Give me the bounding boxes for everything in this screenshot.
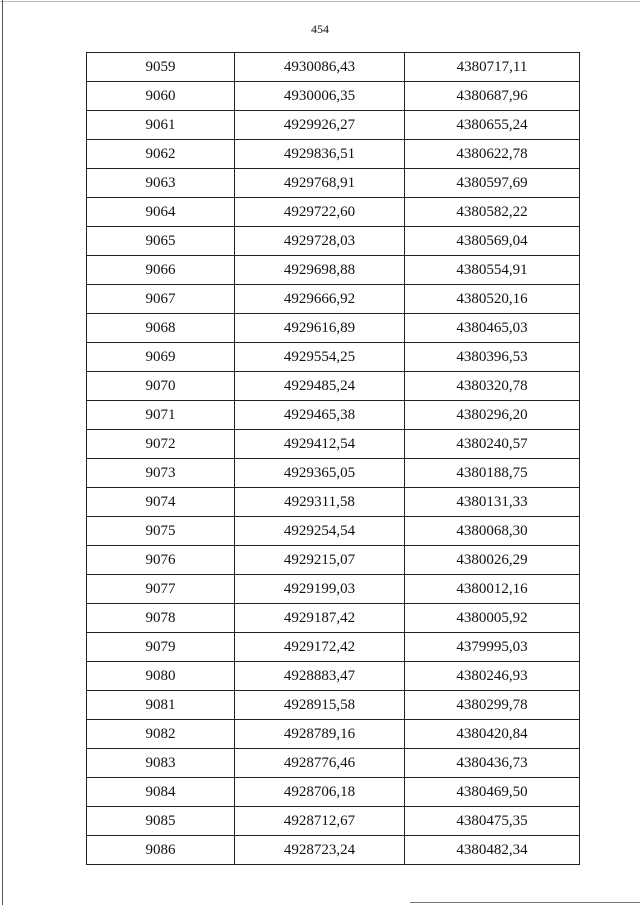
x-coordinate-cell: 4928883,47 [235,662,405,691]
y-coordinate-cell: 4379995,03 [405,633,580,662]
point-number-cell: 9086 [87,836,235,865]
x-coordinate-cell: 4928706,18 [235,778,405,807]
point-number-cell: 9059 [87,53,235,82]
point-number-cell: 9082 [87,720,235,749]
table-row [87,488,580,517]
x-coordinate-cell: 4928789,16 [235,720,405,749]
y-coordinate-cell: 4380246,93 [405,662,580,691]
point-number-cell: 9069 [87,343,235,372]
y-coordinate-cell: 4380597,69 [405,169,580,198]
x-coordinate-cell: 4929465,38 [235,401,405,430]
point-number-cell: 9081 [87,691,235,720]
x-coordinate-cell: 4929554,25 [235,343,405,372]
point-number-cell: 9061 [87,111,235,140]
table-row [87,430,580,459]
point-number-cell: 9067 [87,285,235,314]
scan-edge-left [2,0,3,905]
point-number-cell: 9077 [87,575,235,604]
point-number-cell: 9083 [87,749,235,778]
table-row [87,517,580,546]
table-row [87,546,580,575]
page-number: 454 [311,22,329,36]
table-row [87,169,580,198]
point-number-cell: 9064 [87,198,235,227]
x-coordinate-cell: 4929698,88 [235,256,405,285]
x-coordinate-cell: 4928712,67 [235,807,405,836]
y-coordinate-cell: 4380240,57 [405,430,580,459]
y-coordinate-cell: 4380068,30 [405,517,580,546]
point-number-cell: 9080 [87,662,235,691]
table-row [87,401,580,430]
y-coordinate-cell: 4380188,75 [405,459,580,488]
y-coordinate-cell: 4380296,20 [405,401,580,430]
point-number-cell: 9079 [87,633,235,662]
table-row [87,198,580,227]
table-row [87,633,580,662]
x-coordinate-cell: 4929412,54 [235,430,405,459]
x-coordinate-cell: 4929254,54 [235,517,405,546]
table-row [87,343,580,372]
y-coordinate-cell: 4380520,16 [405,285,580,314]
y-coordinate-cell: 4380655,24 [405,111,580,140]
point-number-cell: 9074 [87,488,235,517]
x-coordinate-cell: 4929199,03 [235,575,405,604]
y-coordinate-cell: 4380320,78 [405,372,580,401]
y-coordinate-cell: 4380396,53 [405,343,580,372]
table-row [87,749,580,778]
x-coordinate-cell: 4928915,58 [235,691,405,720]
point-number-cell: 9066 [87,256,235,285]
point-number-cell: 9070 [87,372,235,401]
y-coordinate-cell: 4380465,03 [405,314,580,343]
table-row [87,459,580,488]
y-coordinate-cell: 4380622,78 [405,140,580,169]
table-row [87,604,580,633]
table-row [87,836,580,865]
table-row [87,314,580,343]
y-coordinate-cell: 4380299,78 [405,691,580,720]
x-coordinate-cell: 4928723,24 [235,836,405,865]
table-row [87,807,580,836]
x-coordinate-cell: 4929722,60 [235,198,405,227]
y-coordinate-cell: 4380475,35 [405,807,580,836]
point-number-cell: 9065 [87,227,235,256]
table-row [87,111,580,140]
table-row [87,82,580,111]
y-coordinate-cell: 4380469,50 [405,778,580,807]
x-coordinate-cell: 4929215,07 [235,546,405,575]
table-row [87,256,580,285]
point-number-cell: 9084 [87,778,235,807]
table-row [87,575,580,604]
x-coordinate-cell: 4929485,24 [235,372,405,401]
x-coordinate-cell: 4929926,27 [235,111,405,140]
table-row [87,53,580,82]
x-coordinate-cell: 4928776,46 [235,749,405,778]
table-row [87,285,580,314]
table-row [87,372,580,401]
point-number-cell: 9085 [87,807,235,836]
x-coordinate-cell: 4929728,03 [235,227,405,256]
x-coordinate-cell: 4929616,89 [235,314,405,343]
x-coordinate-cell: 4929187,42 [235,604,405,633]
point-number-cell: 9062 [87,140,235,169]
point-number-cell: 9075 [87,517,235,546]
table-row [87,140,580,169]
point-number-cell: 9073 [87,459,235,488]
y-coordinate-cell: 4380582,22 [405,198,580,227]
y-coordinate-cell: 4380554,91 [405,256,580,285]
point-number-cell: 9071 [87,401,235,430]
x-coordinate-cell: 4929365,05 [235,459,405,488]
x-coordinate-cell: 4929172,42 [235,633,405,662]
y-coordinate-cell: 4380482,34 [405,836,580,865]
y-coordinate-cell: 4380012,16 [405,575,580,604]
table-row [87,778,580,807]
x-coordinate-cell: 4929311,58 [235,488,405,517]
table-row [87,227,580,256]
point-number-cell: 9060 [87,82,235,111]
y-coordinate-cell: 4380436,73 [405,749,580,778]
scan-edge-top [0,1,640,2]
y-coordinate-cell: 4380687,96 [405,82,580,111]
coordinates-table-body [87,53,580,865]
scan-edge-bottom [410,902,640,903]
point-number-cell: 9068 [87,314,235,343]
y-coordinate-cell: 4380717,11 [405,53,580,82]
x-coordinate-cell: 4929666,92 [235,285,405,314]
x-coordinate-cell: 4930006,35 [235,82,405,111]
point-number-cell: 9078 [87,604,235,633]
table-row [87,691,580,720]
y-coordinate-cell: 4380569,04 [405,227,580,256]
point-number-cell: 9063 [87,169,235,198]
x-coordinate-cell: 4930086,43 [235,53,405,82]
table-row [87,662,580,691]
y-coordinate-cell: 4380026,29 [405,546,580,575]
x-coordinate-cell: 4929836,51 [235,140,405,169]
coordinates-table [86,52,580,865]
table-row [87,720,580,749]
x-coordinate-cell: 4929768,91 [235,169,405,198]
y-coordinate-cell: 4380005,92 [405,604,580,633]
point-number-cell: 9076 [87,546,235,575]
point-number-cell: 9072 [87,430,235,459]
y-coordinate-cell: 4380131,33 [405,488,580,517]
y-coordinate-cell: 4380420,84 [405,720,580,749]
